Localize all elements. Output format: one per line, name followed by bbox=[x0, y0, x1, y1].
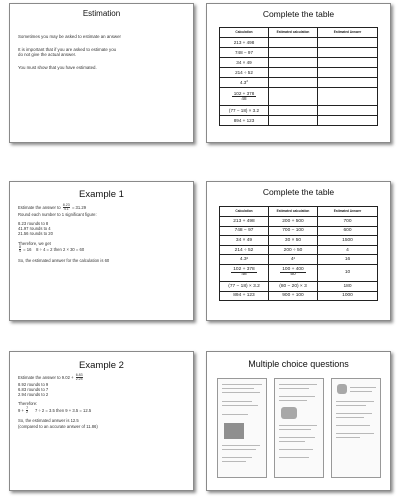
text-line: 21.56 rounds to 20 bbox=[18, 231, 53, 237]
text-line: So, the estimated answer is 12.5 bbox=[18, 418, 79, 424]
text-line: It is important that if you are asked to estimate you bbox=[18, 46, 117, 52]
text-line: do not give the actual answer. bbox=[18, 52, 77, 58]
table-row bbox=[220, 38, 378, 48]
slide-title: Complete the table bbox=[262, 9, 335, 19]
text-line: Round each number to 1 significant figure: bbox=[18, 211, 97, 217]
slide-title: Example 1 bbox=[79, 189, 124, 200]
text-line: Sometimes you may be asked to estimate an answer bbox=[18, 34, 121, 39]
diagram-image bbox=[281, 407, 297, 419]
table-row: 34 × 49 30 × 50 1500 bbox=[220, 236, 378, 246]
table-cell: 748 − 97 bbox=[220, 48, 269, 58]
fraction: $\frac{6.83}{2.24}$ bbox=[75, 373, 83, 382]
calculation-table bbox=[219, 206, 378, 301]
column-header: Estimated calculation bbox=[269, 207, 318, 217]
slide-title: Complete the table bbox=[262, 187, 335, 197]
text-line: 41.97 rounds to 4 bbox=[18, 226, 51, 232]
table-cell: 214 ÷ 52 bbox=[220, 68, 269, 78]
slide-title: Example 2 bbox=[79, 360, 124, 371]
slide-body bbox=[18, 204, 187, 263]
table-cell: 213 + 498 bbox=[220, 38, 269, 48]
text-line: $\frac{8}{4}$ = 16 8 ÷ 4 = 2 then 2 × 30 = 60 bbox=[19, 244, 85, 254]
question-page-thumbnail[interactable] bbox=[217, 378, 267, 478]
slide-complete-table-answers[interactable] bbox=[206, 181, 391, 321]
fraction: $\frac{8}{4}$ bbox=[19, 244, 21, 254]
table-row: 748 − 97 700 − 100 600 bbox=[220, 226, 378, 236]
text-line: 6.83 rounds to 7 bbox=[18, 387, 49, 393]
text-line: Therefore, we get bbox=[18, 240, 51, 246]
fraction: $\frac{7}{2}$ bbox=[26, 405, 29, 415]
text-line: Estimate the answer to 9.02 + $\frac{6.83}{2.24}$ bbox=[18, 373, 83, 382]
table-row: $4.3^2$ $4^2$ 16 bbox=[220, 255, 378, 265]
column-header: Estimated calculation bbox=[269, 28, 318, 38]
question-page-thumbnail[interactable] bbox=[331, 378, 381, 478]
table-row: $\frac{102 + 378}{48}$ $\frac{100 + 400}{50}$ 10 bbox=[220, 264, 378, 281]
table-cell: 894 + 123 bbox=[220, 116, 269, 126]
text-line: So, the estimated answer for the calculation is 60 bbox=[18, 257, 110, 263]
text-line: 2.94 rounds to 2 bbox=[18, 392, 49, 398]
text-line: 9 + $\frac{7}{2}$ 7 ÷ 2 = 3.5 then 9 + 3.5 = 12.5 bbox=[18, 405, 92, 415]
table-row: (77 − 18) × 3.2 (80 − 20) × 3 180 bbox=[220, 281, 378, 291]
diagram-image bbox=[224, 423, 244, 439]
table-row bbox=[220, 58, 378, 68]
slide-example-1[interactable] bbox=[9, 181, 194, 321]
table-row bbox=[220, 48, 378, 58]
table-row bbox=[220, 68, 378, 78]
table-cell: $\frac{102 + 378}{48}$ bbox=[220, 88, 269, 106]
text-line: (compared to an accurate answer of 11.86) bbox=[18, 423, 98, 429]
slide-multiple-choice[interactable] bbox=[206, 351, 391, 491]
column-header: Estimated Answer bbox=[318, 28, 378, 38]
column-header: Calculation bbox=[220, 207, 269, 217]
slide-title: Multiple choice questions bbox=[248, 359, 349, 369]
table-cell: 34 × 49 bbox=[220, 58, 269, 68]
slide-estimation[interactable] bbox=[9, 3, 194, 143]
column-header: Calculation bbox=[220, 28, 269, 38]
text-line: 8.92 rounds to 9 bbox=[18, 381, 49, 387]
table-row bbox=[220, 88, 378, 106]
table-row: 213 + 498 200 + 500 700 bbox=[220, 217, 378, 227]
fraction: $\frac{8.23}{4.1}$ bbox=[62, 203, 70, 212]
table-row: 894 + 123 900 + 100 1000 bbox=[220, 291, 378, 301]
question-page-thumbnail[interactable] bbox=[274, 378, 324, 478]
column-header: Estimated Answer bbox=[318, 207, 378, 217]
table-row bbox=[220, 106, 378, 116]
calculation-table bbox=[219, 27, 378, 126]
table-row bbox=[220, 78, 378, 88]
slide-example-2[interactable] bbox=[9, 351, 194, 491]
text-line: Estimate the answer to $\frac{8.23}{4.1}$ = 31.29 bbox=[18, 203, 87, 212]
slide-title: Estimation bbox=[82, 9, 121, 18]
slide-complete-table-blank[interactable] bbox=[206, 3, 391, 143]
diagram-image bbox=[337, 384, 347, 394]
text-line: 8.23 rounds to 8 bbox=[18, 221, 49, 227]
table-row: 214 ÷ 52 200 ÷ 50 4 bbox=[220, 245, 378, 255]
table-row bbox=[220, 116, 378, 126]
text-line: You must show that you have estimated. bbox=[18, 64, 97, 70]
text-line: Therefore: bbox=[18, 401, 38, 407]
slide-body bbox=[18, 374, 187, 429]
slide-body bbox=[18, 34, 187, 70]
table-cell: (77 − 18) × 3.2 bbox=[220, 106, 269, 116]
table-cell: $4.3^2$ bbox=[220, 78, 269, 88]
